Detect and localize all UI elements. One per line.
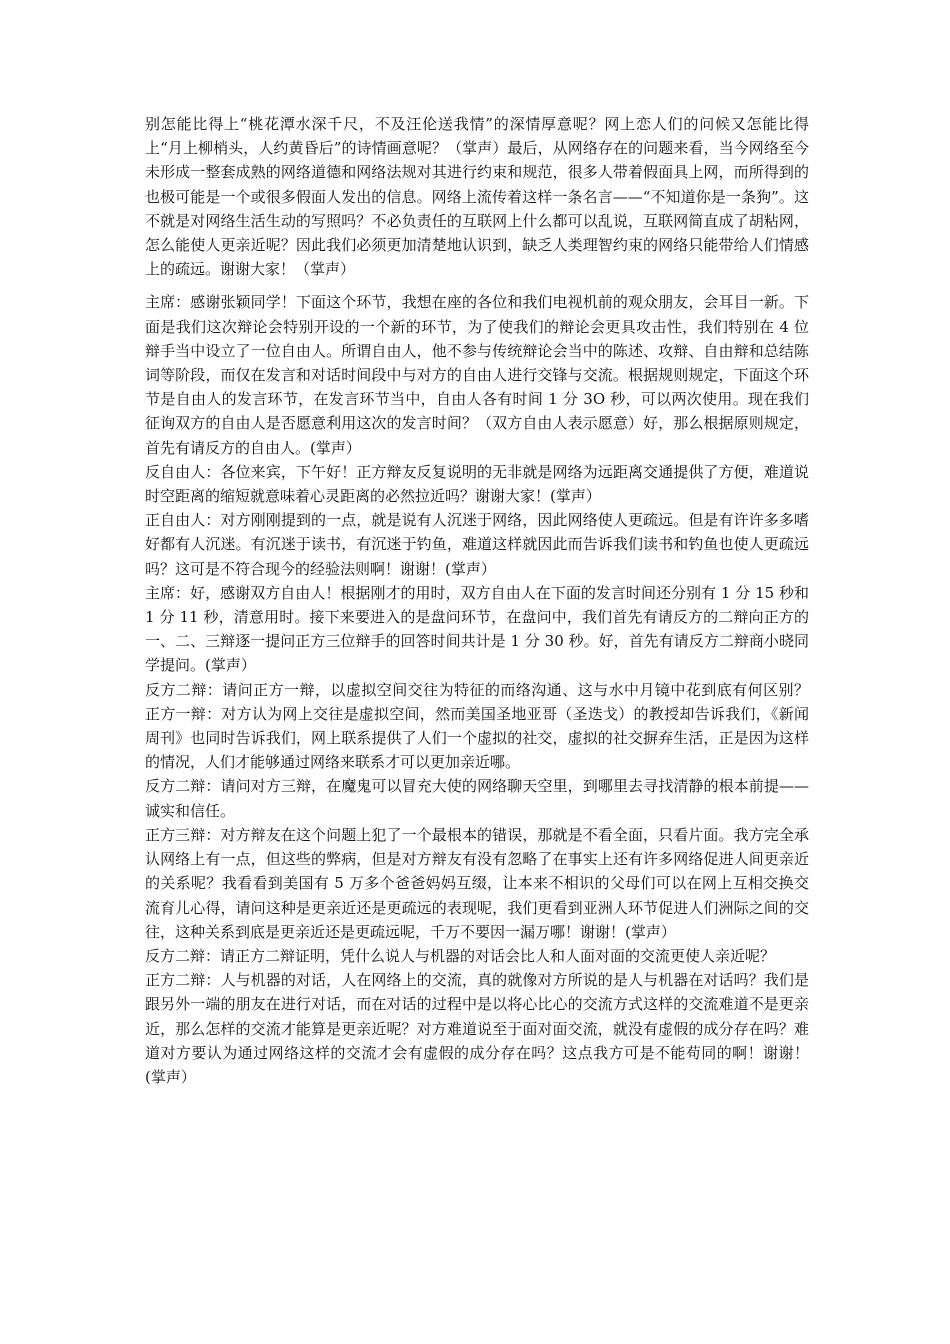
paragraph-opposition-second-q2: 反方二辩：请问对方三辩，在魔鬼可以冒充大使的网络聊天空里，到哪里去寻找清静的根本前提——诚实和信任。 — [145, 777, 809, 820]
paragraph-closing-statement: 别怎能比得上“桃花潭水深千尺，不及汪伦送我情”的深情厚意呢？网上恋人们的问候又怎能比得上“月上柳梢头，人约黄昏后”的诗情画意呢？（掌声）最后，从网络存在的问题来看，当今网络至今未形成一整套成熟的网络道德和网络法规对其进行约束和规范，很多人带着假面具上网，而所得到的也极可能是一个或很多假面人发出的信息。网络上流传着这样一条名言——“不知道你是一条狗”。这不就是对网络生活生动的写照吗？不必负责任的互联网上什么都可以乱说，互联网简直成了胡粘网，怎么能使人更亲近呢？因此我们必须更加清楚地认识到，缺乏人类理智约束的网络只能带给人们情感上的疏远。谢谢大家！（掌声） — [145, 115, 809, 279]
document-body — [145, 112, 809, 1089]
paragraph-chair-cross-exam-intro: 主席：好，感谢双方自由人！根据刚才的用时，双方自由人在下面的发言时间还分别有 1 分 15 秒和 1 分 11 秒，清意用时。接下来要进入的是盘问环节，在盘问中，我们首先有请反方的二辩向正方的一、二、三辩逐一提问正方三位辩手的回答时间共计是 1 分 30 秒。好，首先有请反方二辩商小晓同学提问。(掌声） — [145, 583, 809, 675]
paragraph-chair-intro-free-speaker: 主席：感谢张颖同学！下面这个环节，我想在座的各位和我们电视机前的观众朋友，会耳目一新。下面是我们这次辩论会特别开设的一个新的环节，为了使我们的辩论会更具攻击性，我们特别在 4 位辩手当中设立了一位自由人。所谓自由人，他不参与传统辩论会当中的陈述、攻辩、自由辩和总结陈词等阶段，而仅在发言和对话时间段中与对方的自由人进行交锋与交流。根据规则规定，下面这个环节是自由人的发言环节，在发言环节当中，自由人各有时间 1 分 3O 秒，可以两次使用。现在我们征询双方的自由人是否愿意利用这次的发言时间？（双方自由人表示愿意）好，那么根据原则规定，首先有请反方的自由人。(掌声） — [145, 293, 809, 457]
paragraph-affirmative-third-answer: 正方三辩：对方辩友在这个问题上犯了一个最根本的错误，那就是不看全面，只看片面。我方完全承认网络上有一点，但这些的弊病，但是对方辩友有没有忽略了在事实上还有许多网络促进人间更亲近的关系呢？我看看到美国有 5 万多个爸爸妈妈互缀，让本来不相识的父母们可以在网上互相交换交流育儿心得，请问这种是更亲近还是更疏远的表现呢，我们更看到亚洲人环节促进人们洲际之间的交往，这种关系到底是更亲近还是更疏远呢，千万不要因一漏万哪！谢谢！(掌声） — [145, 825, 809, 941]
paragraph-affirmative-second-answer: 正方二辩：人与机器的对话，人在网络上的交流，真的就像对方所说的是人与机器在对话吗？我们是跟另外一端的朋友在进行对话，而在对话的过程中是以将心比心的交流方式这样的交流难道不是更亲近，那么怎样的交流才能算是更亲近呢？对方难道说至于面对面交流，就没有虚假的成分存在吗？难道对方要认为通过网络这样的交流才会有虚假的成分存在吗？这点我方可是不能苟同的啊！谢谢！(掌声） — [145, 971, 809, 1086]
paragraph-opposition-free-speaker: 反自由人：各位来宾，下午好！正方辩友反复说明的无非就是网络为远距离交通提供了方便，难道说时空距离的缩短就意味着心灵距离的必然拉近吗？谢谢大家！(掌声） — [145, 462, 809, 506]
paragraph-opposition-second-q1: 反方二辩：请问正方一辩，以虚拟空间交往为特征的而络沟通、这与水中月镜中花到底有何区别？ 正方一辩：对方认为网上交往是虚拟空间，然而美国圣地亚哥（圣迭戈）的教授却告诉我们，《新闻周刊》也同时告诉我们，网上联系提供了人们一个虚拟的社交，虚拟的社交摒弃生活，正是因为这样的情况，人们才能够通过网络来联系才可以更加亲近哪。 — [145, 680, 809, 772]
paragraph-affirmative-free-speaker: 正自由人：对方刚刚提到的一点，就是说有人沉迷于网络，因此网络使人更疏远。但是有许许多多嗜好都有人沉迷。有沉迷于读书，有沉迷于钓鱼，难道这样就因此而告诉我们读书和钓鱼也使人更疏远吗？这可是不符合现今的经验法则啊！谢谢！(掌声） — [145, 511, 809, 578]
paragraph-opposition-second-q3: 反方二辩：请正方二辩证明，凭什么说人与机器的对话会比人和人面对面的交流更使人亲近呢？ — [145, 946, 776, 965]
